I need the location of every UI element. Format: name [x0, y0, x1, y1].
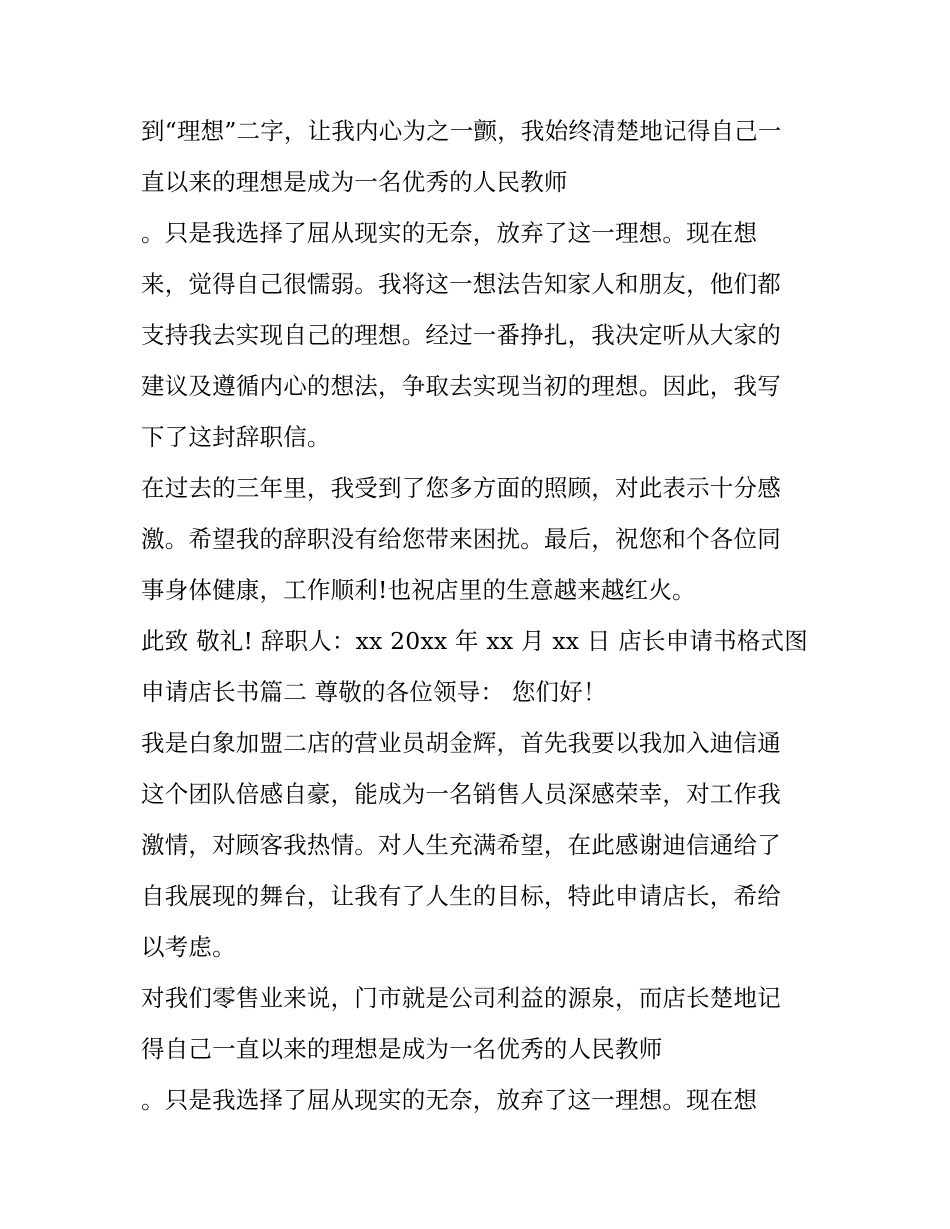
- text-line: 激。希望我的辞职没有给您带来困扰。最后，祝您和个各位同: [141, 525, 781, 553]
- text-line: 事身体健康，工作顺利!也祝店里的生意越来越红火。: [141, 576, 696, 604]
- text-line: 在过去的三年里，我受到了您多方面的照顾，对此表示十分感: [141, 474, 781, 502]
- text-line: 来，觉得自己很懦弱。我将这一想法告知家人和朋友，他们都: [141, 270, 781, 298]
- text-line: 激情，对顾客我热情。对人生充满希望，在此感谢迪信通给了: [141, 831, 781, 859]
- text-line: 得自己一直以来的理想是成为一名优秀的人民教师: [141, 1035, 663, 1063]
- text-line: 此致 敬礼! 辞职人：xx 20xx 年 xx 月 xx 日 店长申请书格式图: [141, 627, 808, 655]
- text-line: 建议及遵循内心的想法，争取去实现当初的理想。因此，我写: [141, 372, 781, 400]
- text-line: 以考虑。: [141, 933, 236, 961]
- text-line: 自我展现的舞台，让我有了人生的目标，特此申请店长，希给: [141, 882, 781, 910]
- text-line: 这个团队倍感自豪，能成为一名销售人员深感荣幸，对工作我: [141, 780, 781, 808]
- text-line: 我是白象加盟二店的营业员胡金辉，首先我要以我加入迪信通: [141, 729, 781, 757]
- document-body: [141, 106, 831, 1126]
- text-line: 支持我去实现自己的理想。经过一番挣扎，我决定听从大家的: [141, 321, 781, 349]
- text-line: 对我们零售业来说，门市就是公司利益的源泉，而店长楚地记: [141, 984, 781, 1012]
- text-line: 。只是我选择了屈从现实的无奈，放弃了这一理想。现在想: [141, 219, 758, 247]
- text-line: 。只是我选择了屈从现实的无奈，放弃了这一理想。现在想: [141, 1086, 758, 1114]
- text-line: 申请店长书篇二 尊敬的各位领导： 您们好！: [141, 678, 607, 706]
- text-line: 直以来的理想是成为一名优秀的人民教师: [141, 168, 568, 196]
- text-line: 下了这封辞职信。: [141, 423, 331, 451]
- text-line: 到“理想”二字，让我内心为之一颤，我始终清楚地记得自己一: [141, 117, 782, 145]
